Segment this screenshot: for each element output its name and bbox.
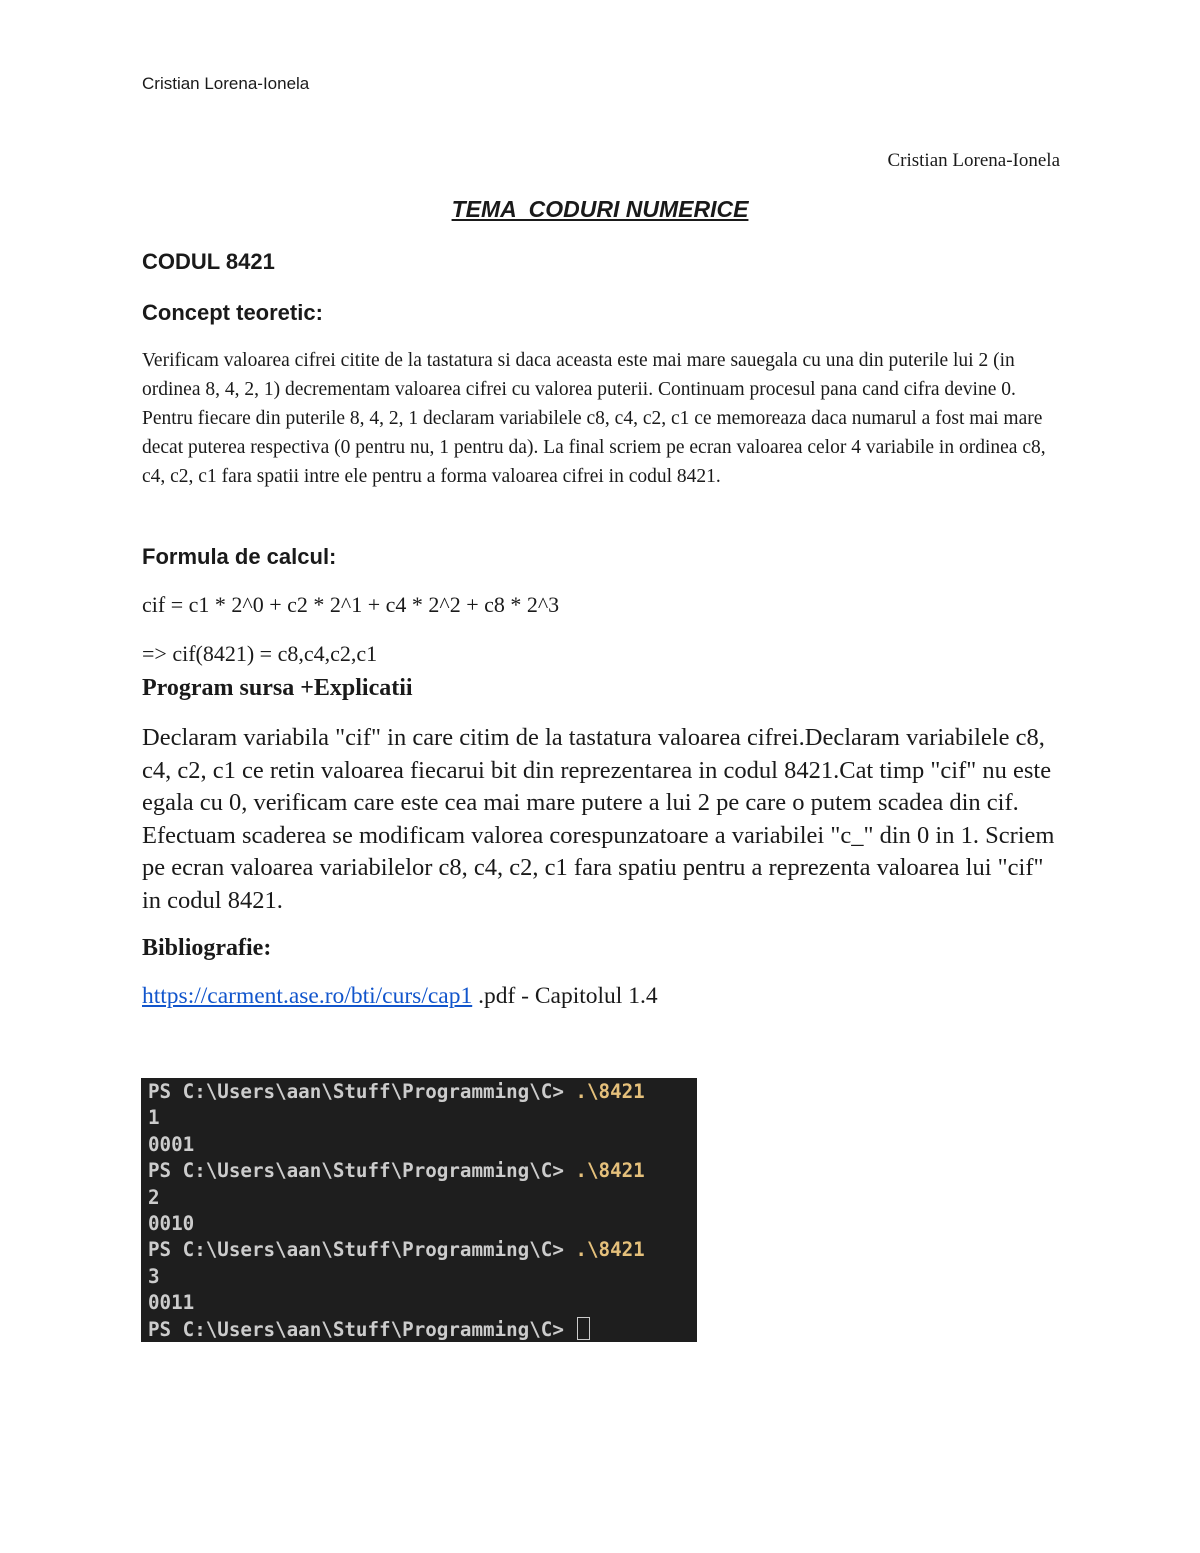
header-author-right: Cristian Lorena-Ionela	[887, 150, 1060, 171]
terminal-command: .\8421	[575, 1159, 645, 1183]
terminal-prompt-line	[148, 1237, 697, 1263]
formula-line-2: => cif(8421) = c8,c4,c2,c1	[142, 641, 378, 666]
bibliography-link[interactable]: https://carment.ase.ro/bti/curs/cap1	[142, 983, 473, 1009]
program-heading: Program sursa +Explicatii	[142, 675, 413, 701]
document-title: TEMA CODURI NUMERICE	[451, 196, 749, 222]
terminal-prompt: PS C:\Users\aan\Stuff\Programming\C>	[148, 1238, 576, 1262]
bibliography-heading: Bibliografie:	[142, 935, 272, 961]
program-paragraph: Declaram variabila "cif" in care citim de la tastatura valoarea cifrei.Declaram variabilele c8, c4, c2, c1 ce retin valoarea fiecarui bit din reprezentarea in codul 8421.Cat timp "cif" nu este egala cu 0, verificam care este cea mai mare putere a lui 2 pe care o putem scadea din cif. Efectuam scaderea se modificam valorea corespunzatoare a variabilei "c_" din 0 in 1. Scriem pe ecran valoarea variabilelor c8, c4, c2, c1 fara spatiu pentru a reprezenta valoarea lui "cif" in codul 8421.	[142, 724, 1055, 914]
terminal-command: .\8421	[575, 1238, 645, 1262]
concept-heading: Concept teoretic:	[142, 300, 323, 325]
terminal-prompt: PS C:\Users\aan\Stuff\Programming\C>	[148, 1159, 576, 1183]
terminal-prompt-line	[148, 1079, 697, 1105]
terminal-input-line: 1	[148, 1106, 160, 1130]
terminal-screenshot	[141, 1078, 697, 1342]
terminal-prompt: PS C:\Users\aan\Stuff\Programming\C>	[148, 1080, 576, 1103]
concept-paragraph: Verificam valoarea cifrei citite de la tastatura si daca aceasta este mai mare sauegala cu una din puterile lui 2 (in ordinea 8, 4, 2, 1) decrementam valoarea cifrei cu valorea puterii. Continuam procesul pana cand cifra devine 0. Pentru fiecare din puterile 8, 4, 2, 1 declaram variabilele c8, c4, c2, c1 ce memoreaza daca numarul a fost mai mare decat puterea respectiva (0 pentru nu, 1 pentru da). La final scriem pe ecran valoarea celor 4 variabile in ordinea c8, c4, c2, c1 fara spatii intre ele pentru a forma valoarea cifrei in codul 8421.	[142, 350, 1046, 487]
terminal-prompt-line	[148, 1158, 697, 1184]
terminal-cursor[interactable]	[577, 1317, 590, 1340]
terminal-output-line: 0011	[148, 1291, 195, 1315]
terminal-input-line: 3	[148, 1264, 160, 1288]
code-heading: CODUL 8421	[142, 249, 275, 274]
terminal-output-line: 0001	[148, 1132, 195, 1156]
terminal-command: .\8421	[575, 1080, 645, 1103]
formula-line-1: cif = c1 * 2^0 + c2 * 2^1 + c4 * 2^2 + c8 * 2^3	[142, 592, 560, 617]
terminal-output-line: 0010	[148, 1211, 195, 1235]
bibliography-entry	[142, 983, 658, 1010]
terminal-prompt: PS C:\Users\aan\Stuff\Programming\C>	[148, 1317, 576, 1341]
bibliography-suffix: .pdf - Capitolul 1.4	[472, 983, 658, 1009]
header-author-top: Cristian Lorena-Ionela	[142, 74, 310, 93]
terminal-prompt-line[interactable]	[148, 1317, 697, 1343]
terminal-input-line: 2	[148, 1185, 160, 1209]
formula-heading: Formula de calcul:	[142, 544, 337, 569]
